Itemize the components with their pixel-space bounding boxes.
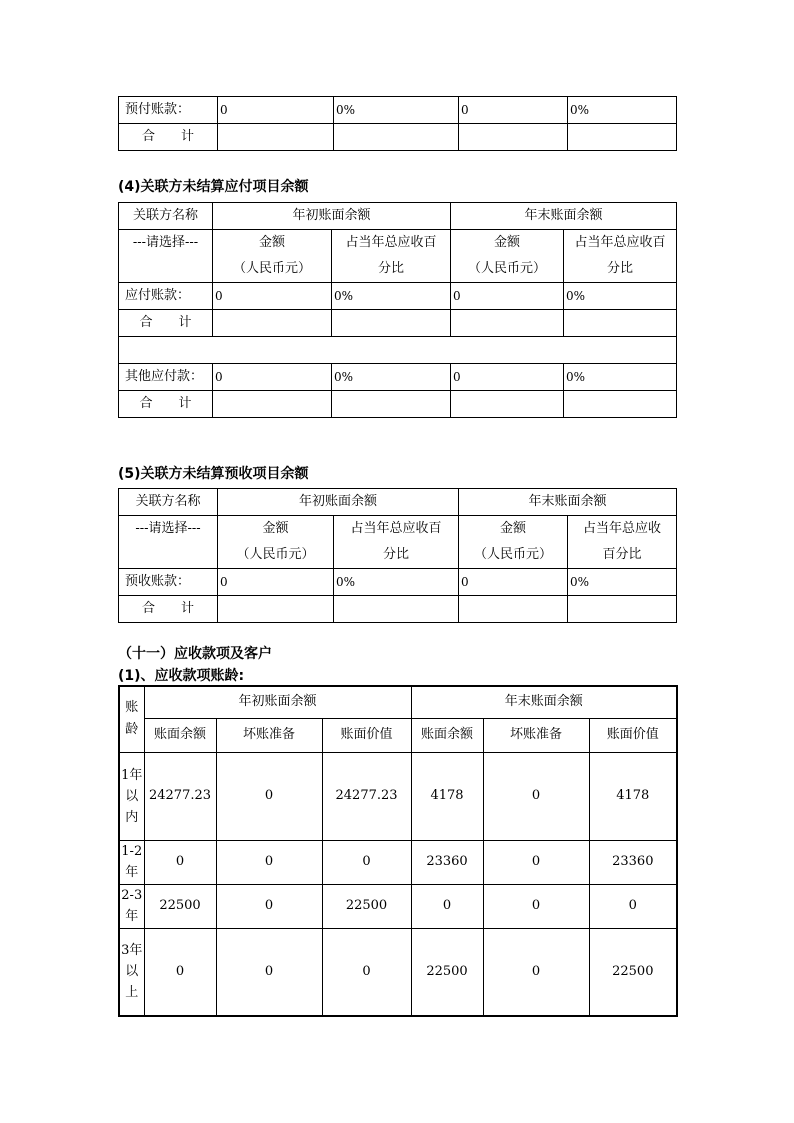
begin-balance-header: 年初账面余额 bbox=[144, 686, 411, 718]
row-label: 其他应付款： bbox=[119, 364, 213, 391]
pct-label-line1: 占当年总应收百 bbox=[574, 235, 666, 250]
book-value-header: 账面价值 bbox=[322, 718, 411, 752]
total-label: 合 计 bbox=[119, 310, 213, 337]
begin-balance: 0 bbox=[144, 928, 216, 1016]
empty-cell bbox=[332, 310, 451, 337]
row-label: 预收账款： bbox=[119, 569, 218, 596]
pct-label-line1: 占当年总应收百 bbox=[350, 521, 442, 536]
balance-header: 账面余额 bbox=[411, 718, 483, 752]
end-book-value: 22500 bbox=[589, 928, 677, 1016]
end-pct: 0% bbox=[568, 569, 677, 596]
end-bad-debt: 0 bbox=[483, 884, 589, 928]
begin-pct: 0% bbox=[332, 283, 451, 310]
end-amount: 0 bbox=[459, 569, 568, 596]
empty-cell bbox=[213, 391, 332, 418]
book-value-header: 账面价值 bbox=[589, 718, 677, 752]
end-balance-header: 年末账面余额 bbox=[411, 686, 677, 718]
pct-header bbox=[568, 516, 677, 569]
empty-cell bbox=[451, 391, 564, 418]
empty-cell bbox=[451, 310, 564, 337]
payables-table bbox=[118, 202, 677, 418]
total-label: 合 计 bbox=[119, 596, 218, 623]
begin-amount: 0 bbox=[213, 283, 332, 310]
end-amount: 0 bbox=[459, 97, 568, 124]
end-book-value: 4178 bbox=[589, 752, 677, 840]
section11-subtitle: (1)、应收款项账龄: bbox=[118, 668, 245, 684]
end-balance-header: 年末账面余额 bbox=[459, 489, 677, 516]
empty-cell bbox=[213, 310, 332, 337]
begin-book-value: 24277.23 bbox=[322, 752, 411, 840]
begin-pct: 0% bbox=[334, 97, 459, 124]
bad-debt-header: 坏账准备 bbox=[216, 718, 322, 752]
age-header: 账龄 bbox=[119, 686, 144, 752]
amount-header bbox=[459, 516, 568, 569]
empty-cell bbox=[218, 596, 334, 623]
begin-bad-debt: 0 bbox=[216, 884, 322, 928]
begin-pct: 0% bbox=[332, 364, 451, 391]
empty-cell bbox=[218, 124, 334, 151]
currency-label: （人民币元） bbox=[232, 261, 311, 276]
end-amount: 0 bbox=[451, 283, 564, 310]
end-bad-debt: 0 bbox=[483, 928, 589, 1016]
end-pct: 0% bbox=[564, 364, 677, 391]
related-party-header: 关联方名称 bbox=[119, 489, 218, 516]
end-balance: 22500 bbox=[411, 928, 483, 1016]
begin-bad-debt: 0 bbox=[216, 840, 322, 884]
currency-label: （人民币元） bbox=[474, 547, 553, 562]
prepaid-table bbox=[118, 96, 677, 151]
begin-bad-debt: 0 bbox=[216, 928, 322, 1016]
begin-book-value: 0 bbox=[322, 928, 411, 1016]
end-pct: 0% bbox=[568, 97, 677, 124]
begin-pct: 0% bbox=[334, 569, 459, 596]
advances-table bbox=[118, 488, 677, 623]
row-label: 预付账款： bbox=[119, 97, 218, 124]
end-balance: 4178 bbox=[411, 752, 483, 840]
end-bad-debt: 0 bbox=[483, 752, 589, 840]
amount-header bbox=[451, 230, 564, 283]
end-book-value: 0 bbox=[589, 884, 677, 928]
pct-label-line2: 百分比 bbox=[602, 547, 642, 562]
begin-balance: 0 bbox=[144, 840, 216, 884]
amount-label: 金额 bbox=[494, 235, 521, 250]
begin-book-value: 0 bbox=[322, 840, 411, 884]
pct-label-line2: 分比 bbox=[383, 547, 410, 562]
select-placeholder: ---请选择--- bbox=[119, 516, 218, 569]
total-label: 合 计 bbox=[119, 391, 213, 418]
begin-balance: 24277.23 bbox=[144, 752, 216, 840]
pct-header bbox=[332, 230, 451, 283]
total-label: 合 计 bbox=[119, 124, 218, 151]
section4-title: (4)关联方未结算应付项目余额 bbox=[118, 179, 309, 195]
empty-cell bbox=[459, 596, 568, 623]
empty-cell bbox=[564, 310, 677, 337]
pct-label-line2: 分比 bbox=[607, 261, 634, 276]
begin-amount: 0 bbox=[218, 569, 334, 596]
pct-header bbox=[564, 230, 677, 283]
bad-debt-header: 坏账准备 bbox=[483, 718, 589, 752]
section11-title: （十一）应收款项及客户 bbox=[118, 646, 272, 662]
pct-label-line1: 占当年总应收百 bbox=[345, 235, 437, 250]
end-amount: 0 bbox=[451, 364, 564, 391]
amount-header bbox=[218, 516, 334, 569]
empty-cell bbox=[568, 596, 677, 623]
age-label: 1年以内 bbox=[119, 752, 144, 840]
pct-header bbox=[334, 516, 459, 569]
amount-label: 金额 bbox=[258, 235, 285, 250]
empty-cell bbox=[564, 391, 677, 418]
currency-label: （人民币元） bbox=[236, 547, 315, 562]
pct-label-line1: 占当年总应收 bbox=[583, 521, 662, 536]
empty-cell bbox=[334, 124, 459, 151]
pct-label-line2: 分比 bbox=[378, 261, 405, 276]
age-label: 1-2年 bbox=[119, 840, 144, 884]
age-label: 2-3年 bbox=[119, 884, 144, 928]
end-balance: 0 bbox=[411, 884, 483, 928]
empty-cell bbox=[459, 124, 568, 151]
amount-header bbox=[213, 230, 332, 283]
end-balance: 23360 bbox=[411, 840, 483, 884]
begin-balance-header: 年初账面余额 bbox=[218, 489, 459, 516]
end-book-value: 23360 bbox=[589, 840, 677, 884]
age-label: 3年以上 bbox=[119, 928, 144, 1016]
amount-label: 金额 bbox=[500, 521, 527, 536]
row-label: 应付账款： bbox=[119, 283, 213, 310]
related-party-header: 关联方名称 bbox=[119, 203, 213, 230]
begin-amount: 0 bbox=[218, 97, 334, 124]
currency-label: （人民币元） bbox=[468, 261, 547, 276]
end-balance-header: 年末账面余额 bbox=[451, 203, 677, 230]
empty-cell bbox=[568, 124, 677, 151]
select-placeholder: ---请选择--- bbox=[119, 230, 213, 283]
begin-amount: 0 bbox=[213, 364, 332, 391]
amount-label: 金额 bbox=[262, 521, 289, 536]
begin-book-value: 22500 bbox=[322, 884, 411, 928]
empty-cell bbox=[334, 596, 459, 623]
receivables-aging-table bbox=[118, 685, 678, 1017]
end-pct: 0% bbox=[564, 283, 677, 310]
begin-balance-header: 年初账面余额 bbox=[213, 203, 451, 230]
section5-title: (5)关联方未结算预收项目余额 bbox=[118, 466, 309, 482]
empty-cell bbox=[332, 391, 451, 418]
balance-header: 账面余额 bbox=[144, 718, 216, 752]
begin-balance: 22500 bbox=[144, 884, 216, 928]
blank-row bbox=[119, 337, 677, 364]
begin-bad-debt: 0 bbox=[216, 752, 322, 840]
end-bad-debt: 0 bbox=[483, 840, 589, 884]
